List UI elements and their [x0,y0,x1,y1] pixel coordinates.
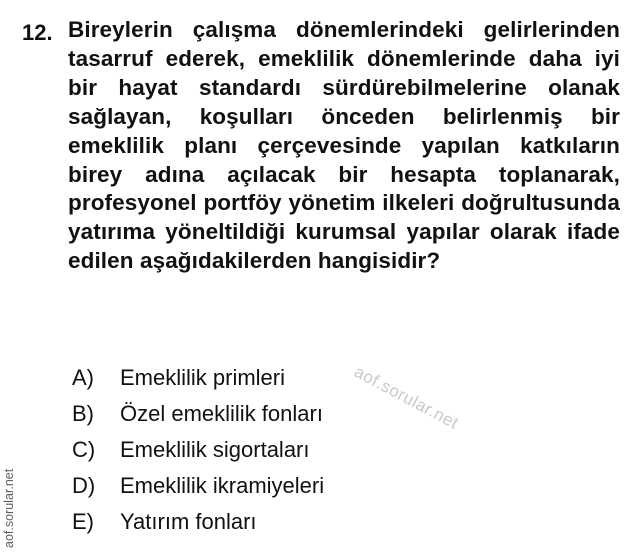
option-c[interactable] [72,432,324,468]
option-text: Özel emeklilik fonları [120,401,323,426]
option-letter: D) [72,473,96,498]
question-text: Bireylerin çalışma dönemlerindeki gelirlerinden tasarruf ederek, emeklilik dönemlerinde daha iyi bir hayat standardı sürdürebilmelerine olanak sağlayan, koşulları önceden belirlenmiş bir emeklilik planı çerçevesinde yapılan katkıların birey adına açılacak bir hesapta toplanarak, profesyonel portföy yönetim ilkeleri doğrultusunda yatırıma yöneltildiği kurumsal yapılar olarak ifade edilen aşağıdakilerden hangisidir? [68,17,620,274]
option-text: Emeklilik ikramiyeleri [120,473,325,498]
option-d[interactable] [72,468,324,504]
question-block [22,16,622,276]
option-text: Emeklilik sigortaları [120,437,310,462]
watermark-side: aof.sorular.net [2,468,16,548]
option-text: Emeklilik primleri [120,365,286,390]
option-e[interactable] [72,504,324,540]
option-letter: E) [72,509,94,534]
option-b[interactable] [72,396,324,432]
question-number: 12. [22,20,53,45]
option-text: Yatırım fonları [120,509,257,534]
watermark-diagonal: aof.sorular.net [351,362,462,433]
answer-options [72,360,324,540]
option-letter: C) [72,437,96,462]
option-a[interactable] [72,360,324,396]
option-letter: A) [72,365,94,390]
option-letter: B) [72,401,94,426]
